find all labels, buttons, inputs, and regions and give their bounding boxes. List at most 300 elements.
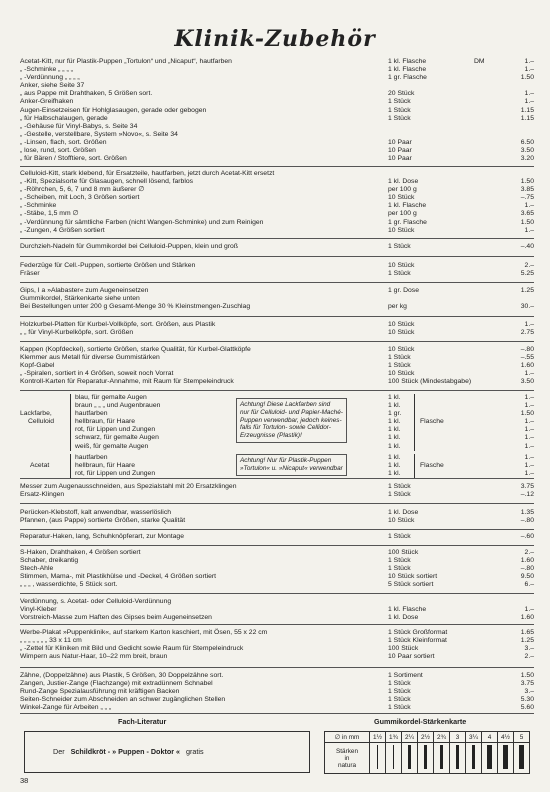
item-description: „ für Bären / Stofftiere, sort. Größen: [20, 155, 127, 163]
note-line: Achtung! Diese Lackfarben sind: [240, 401, 331, 408]
item-description: „ -Gestelle, verstellbare, System »Novo«, s. Seite 34: [20, 130, 178, 138]
item-price: 3.50: [520, 147, 534, 155]
item-description: Holzkurbel-Platten für Kurbel-Vollköpfe, sort. Größen, aus Plastik: [20, 321, 216, 328]
price-row: [20, 139, 534, 147]
gum-size: 5: [514, 732, 530, 743]
lack-item: hellbraun, für Haare: [75, 418, 136, 426]
item-unit: 100 Stück: [388, 549, 419, 556]
item-description: Gummikordel, Stärkenkarte siehe unten: [20, 295, 140, 303]
item-description: Anker-Greifhaken: [20, 98, 74, 106]
price-row: [20, 227, 534, 235]
item-price: 1.60: [520, 362, 534, 370]
price-row: [20, 704, 534, 712]
lack-unit: 1 kl.: [388, 454, 401, 461]
item-price: 2.–: [524, 549, 534, 556]
price-row: [20, 58, 534, 66]
item-price: 3.20: [520, 155, 534, 163]
divider: [20, 478, 534, 479]
item-unit: 1 Stück: [388, 704, 411, 712]
item-description: Verdünnung, s. Acetat- oder Celluloid-Verdünnung: [20, 598, 172, 605]
item-description: Stech-Ahle: [20, 565, 54, 573]
section-gips: [20, 287, 534, 311]
price-row: [20, 629, 534, 637]
item-description: „ aus Pappe mit Drahthaken, 5 Größen sort.: [20, 90, 153, 98]
item-description: „ „ „ , wasserdichte, 5 Stück sort.: [20, 581, 118, 589]
price-row: [20, 262, 534, 270]
acetat-units: [388, 454, 400, 478]
item-unit: 1 Stück: [388, 688, 411, 696]
gum-sample-bar: [408, 745, 410, 769]
lack-item: schwarz, für gemalte Augen: [75, 434, 159, 442]
item-price: 30.–: [520, 303, 534, 311]
item-price: 3.75: [520, 483, 534, 490]
item-price: 2.–: [524, 262, 534, 269]
item-unit: 10 Stück: [388, 226, 415, 234]
item-description: Perücken-Klebstoff, kalt anwendbar, wasserlöslich: [20, 509, 171, 516]
item-unit: 1 kl. Dose: [388, 178, 419, 186]
lack-unit: 1 kl.: [388, 426, 401, 434]
lack-price: 1.–: [524, 394, 534, 401]
item-unit: 1 Stück Großformat: [388, 629, 448, 636]
currency-label: DM: [474, 58, 485, 65]
item-description: Vinyl-Kleber: [20, 606, 57, 614]
lack-unit: 1 kl.: [388, 394, 401, 401]
item-unit: 1 Stück: [388, 696, 411, 704]
price-row: [20, 354, 534, 362]
lack-item: braun „ „ „ und Augenbrauen: [75, 402, 161, 410]
lack-price: 1.–: [524, 434, 534, 442]
price-row: [20, 270, 534, 278]
item-unit: per 100 g: [388, 210, 417, 218]
section-reparatur: [20, 533, 534, 541]
item-unit: 1 Stück: [388, 114, 411, 122]
price-row: [20, 202, 534, 210]
fach-literatur-heading: Fach-Literatur: [118, 717, 167, 726]
section-werbe: [20, 629, 534, 661]
item-unit: 1 Stück: [388, 557, 411, 565]
price-row: [20, 557, 534, 565]
gummikordel-heading: Gummikordel-Stärkenkarte: [374, 717, 467, 726]
lack-unit: 1 kl.: [388, 434, 401, 442]
item-description: Reparatur-Haken, lang, Schuhknöpferart, zur Montage: [20, 533, 184, 540]
item-price: 1.–: [524, 90, 534, 98]
item-unit: 10 Paar: [388, 147, 412, 155]
lack-item: blau, für gemalte Augen: [75, 394, 147, 401]
price-row: [20, 131, 534, 139]
item-description: Federzüge für Cell.-Puppen, sortierte Größen und Stärken: [20, 262, 196, 269]
price-row: [20, 549, 534, 557]
item-description: Celluloid-Kitt, stark klebend, für Ersatzteile, hautfarben, jetzt durch Acetat-Kitt ersetzt: [20, 170, 275, 177]
section-s-haken: [20, 549, 534, 589]
item-description: „ -Spiralen, sortiert in 4 Größen, soweit noch Vorrat: [20, 370, 174, 378]
item-price: 1.–: [524, 226, 534, 234]
price-row: [20, 637, 534, 645]
item-price: 1.60: [520, 557, 534, 565]
price-row: [20, 483, 534, 491]
item-unit: 1 Stück: [388, 533, 411, 540]
price-row: [20, 98, 534, 106]
lack-unit: 1 kl.: [388, 442, 401, 450]
divider: [20, 166, 534, 167]
lack-item: rot, für Lippen und Zungen: [75, 426, 156, 434]
section-celluloid: [20, 170, 534, 235]
price-row: [20, 614, 534, 622]
item-unit: 10 Stück: [388, 194, 415, 202]
price-row: [20, 517, 534, 525]
price-row: [20, 370, 534, 378]
item-description: „ -Schminke „ „ „ „: [20, 66, 73, 74]
lack-unit: 1 kl.: [388, 402, 401, 410]
item-unit: 10 Paar sortiert: [388, 653, 435, 661]
item-price: –.55: [520, 354, 534, 362]
lackfarbe-units: [388, 394, 401, 451]
item-price: 5.60: [520, 704, 534, 712]
price-row: [20, 362, 534, 370]
divider: [20, 503, 534, 504]
gum-sample-bar: [519, 745, 525, 769]
price-row: [20, 565, 534, 573]
price-row: [20, 696, 534, 704]
item-description: „ -Gehäuse für Vinyl-Babys, s. Seite 34: [20, 122, 138, 130]
price-row: [20, 533, 534, 541]
divider: [20, 529, 534, 530]
item-price: 1.50: [520, 672, 534, 679]
item-price: 3.–: [524, 688, 534, 696]
item-description: „ „ „ „ „ „ „ 33 x 11 cm: [20, 637, 82, 645]
item-unit: 20 Stück: [388, 90, 415, 98]
section-acetat: [20, 58, 534, 163]
note-line: Achtung! Nur für Plastik-Puppen: [240, 457, 332, 464]
item-unit: 1 kl. Dose: [388, 509, 419, 516]
item-price: –.60: [520, 533, 534, 540]
price-row: [20, 170, 534, 178]
price-row: [20, 219, 534, 227]
lack-price: 1.–: [524, 454, 534, 461]
gum-size: 4: [482, 732, 498, 743]
section-federzuege: [20, 262, 534, 278]
price-row: [20, 346, 534, 354]
gum-sample-cell: [482, 743, 498, 774]
gum-size: 1½: [370, 732, 386, 743]
gum-size: 1¾: [386, 732, 402, 743]
item-description: Acetat-Kitt, nur für Plastik-Puppen „Tortulon“ und „Nicaput“, hautfarben: [20, 58, 232, 65]
item-price: –.80: [520, 346, 534, 353]
item-unit: 1 Stück: [388, 106, 411, 114]
price-row: [20, 509, 534, 517]
price-row: [20, 329, 534, 337]
item-description: Gips, I a »Alabaster« zum Augeneinsetzen: [20, 287, 149, 294]
lack-price: 1.–: [524, 418, 534, 426]
note-line: Erzeugnisse (Plastik)!: [240, 432, 302, 440]
item-price: 1.60: [520, 614, 534, 622]
brace: [70, 454, 71, 478]
lackfarbe-items: [75, 394, 160, 451]
price-row: [20, 82, 534, 90]
note-acetat: [236, 454, 347, 476]
item-unit: 1 Sortiment: [388, 672, 423, 679]
gum-natura-label: Stärken in natura: [325, 743, 370, 774]
price-row: [20, 178, 534, 186]
item-unit: 10 Stück: [388, 517, 415, 525]
item-unit: 1 kl. Flasche: [388, 202, 427, 210]
lit-title: Schildkröt - » Puppen - Doktor «: [70, 747, 181, 756]
item-description: Schaber, dreikantig: [20, 557, 79, 565]
price-row: [20, 107, 534, 115]
price-row: [20, 147, 534, 155]
item-unit: per kg: [388, 303, 407, 311]
item-price: 1.50: [520, 74, 534, 82]
lack-item: hellbraun, für Haare: [75, 462, 136, 470]
item-price: 3.85: [520, 186, 534, 194]
divider: [20, 593, 534, 594]
item-unit: 10 Stück: [388, 329, 415, 337]
lack-item: rot, für Lippen und Zungen: [75, 470, 156, 478]
item-description: Werbe-Plakat »Puppenklinik«, auf starkem Karton kaschiert, mit Ösen, 55 x 22 cm: [20, 629, 268, 636]
item-unit: 1 Stück: [388, 680, 411, 688]
section-holzkurbel: [20, 321, 534, 337]
divider: [20, 624, 534, 625]
lackfarbe-label: Lackfarbe,: [20, 410, 52, 417]
price-row: [20, 115, 534, 123]
item-description: Stimmen, Mama-, mit Plastikhülse und -Deckel, 4 Größen sortiert: [20, 573, 217, 581]
item-price: 3.75: [520, 680, 534, 688]
item-price: 1.50: [520, 178, 534, 186]
gum-size: 2¼: [402, 732, 418, 743]
price-row: [20, 606, 534, 614]
item-price: 9.50: [520, 573, 534, 581]
item-price: 1.25: [520, 287, 534, 294]
section-messer: [20, 483, 534, 499]
item-description: „ -Scheiben, mit Loch, 3 Größen sortiert: [20, 194, 140, 202]
item-description: Zangen, Justier-Zange (Flachzange) mit extradünnem Schnabel: [20, 680, 213, 688]
item-unit: 1 kl. Dose: [388, 614, 419, 622]
note-line: nur für Celluloid- und Papier-Maché-: [240, 408, 343, 416]
item-price: –.80: [520, 517, 534, 525]
item-description: Zähne, (Doppelzähne) aus Plastik, 5 Größen, 30 Doppelzähne sort.: [20, 672, 224, 679]
divider: [20, 390, 534, 391]
price-row: [20, 155, 534, 163]
note-celluloid: [236, 398, 347, 443]
gum-sample-cell: [370, 743, 386, 774]
item-unit: 10 Stück sortiert: [388, 573, 438, 581]
price-row: [20, 680, 534, 688]
lack-unit: 1 gr.: [388, 410, 402, 418]
brace: [414, 454, 415, 478]
acetat-prices: [525, 454, 534, 478]
page-title: Klinik-Zubehör: [174, 26, 376, 52]
item-description: Anker, siehe Seite 37: [20, 82, 85, 90]
item-price: 1.–: [524, 58, 534, 65]
price-row: [20, 491, 534, 499]
item-unit: 1 gr. Flasche: [388, 218, 427, 226]
gum-size: 3: [450, 732, 466, 743]
item-description: Vorstreich-Masse zum Haften des Gipses beim Augeneinsetzen: [20, 614, 212, 622]
note-line: falls für Tortulon- sowie Cellidor-: [240, 424, 331, 432]
item-unit: 1 kl. Flasche: [388, 58, 427, 65]
item-unit: 1 Stück: [388, 565, 411, 573]
item-description: Klemmer aus Metall für diverse Gummistärken: [20, 354, 160, 362]
lack-unit: 1 kl.: [388, 418, 401, 426]
price-row: [20, 653, 534, 661]
divider: [20, 713, 534, 714]
price-row: [20, 645, 534, 653]
item-price: 3.50: [520, 378, 534, 386]
section-durchzieh: [20, 243, 534, 251]
item-unit: 5 Stück sortiert: [388, 581, 434, 589]
price-row: [20, 581, 534, 589]
price-row: [20, 186, 534, 194]
gum-sample-cell: [514, 743, 530, 774]
flasche-label: Flasche: [420, 418, 444, 425]
divider: [20, 341, 534, 342]
item-price: 1.25: [520, 637, 534, 645]
gum-sample-bar: [377, 745, 379, 769]
item-price: –.75: [520, 194, 534, 202]
note-line: Puppen verwendbar, jedoch keines-: [240, 416, 342, 424]
lack-price: 1.–: [524, 426, 534, 434]
item-description: Pfannen, (aus Pappe) sortierte Größen, starke Qualität: [20, 517, 186, 525]
item-price: 1.–: [524, 98, 534, 106]
price-row: [20, 295, 534, 303]
item-price: 1.35: [520, 509, 534, 516]
item-description: S-Haken, Drahthaken, 4 Größen sortiert: [20, 549, 141, 556]
item-unit: 1 Stück: [388, 243, 411, 250]
item-description: Winkel-Zange für Arbeiten „ „ „: [20, 704, 112, 712]
gum-sample-bar: [424, 745, 427, 769]
gum-sample-bar: [487, 745, 491, 769]
item-description: Durchzieh-Nadeln für Gummikordel bei Celluloid-Puppen, klein und groß: [20, 243, 238, 250]
price-row: [20, 672, 534, 680]
item-description: „ -Verdünnung für sämtliche Farben (nicht Wangen-Schminke) und zum Reinigen: [20, 218, 264, 226]
gummikordel-table: [324, 731, 530, 774]
price-row: [20, 210, 534, 218]
item-unit: 1 Stück: [388, 483, 411, 490]
item-unit: 10 Stück: [388, 370, 415, 378]
lit-prefix: Der: [53, 747, 65, 756]
item-price: 1.65: [520, 629, 534, 636]
price-row: [20, 573, 534, 581]
gum-sample-bar: [456, 745, 459, 769]
item-price: 1.15: [520, 106, 534, 114]
divider: [20, 667, 534, 668]
item-description: Rund-Zange Spezialausführung mit kräftigen Backen: [20, 688, 180, 696]
gum-sample-bar: [472, 745, 476, 769]
item-price: 1.–: [524, 321, 534, 328]
acetat-label: Acetat: [30, 462, 50, 469]
lack-price: 1.–: [524, 402, 534, 410]
item-description: „ -Kitt, Spezialsorte für Glasaugen, schnell lösend, farblos: [20, 178, 194, 186]
item-price: 3.65: [520, 210, 534, 218]
item-price: –.80: [520, 565, 534, 573]
item-description: „ -Zettel für Kliniken mit Bild und Gedicht sowie Raum für Stempeleindruck: [20, 645, 244, 653]
section-verduennung: [20, 598, 534, 622]
item-price: 2.75: [520, 329, 534, 337]
item-unit: 100 Stück: [388, 645, 419, 653]
price-row: [20, 688, 534, 696]
item-price: 2.–: [524, 653, 534, 661]
item-price: 5.25: [520, 270, 534, 278]
gum-size-label: ∅ in mm: [325, 732, 370, 743]
lack-price: 1.–: [524, 462, 534, 470]
item-unit: 1 gr. Dose: [388, 287, 419, 294]
price-row: [20, 303, 534, 311]
acetat-items: [75, 454, 155, 478]
lack-price: 1.–: [524, 442, 534, 450]
item-description: Fräser: [20, 270, 40, 278]
item-price: –.12: [520, 491, 534, 499]
lack-item: hautfarben: [75, 454, 108, 461]
gum-sample-cell: [386, 743, 402, 774]
item-unit: 1 gr. Flasche: [388, 74, 427, 82]
gum-sample-cell: [402, 743, 418, 774]
brace: [414, 394, 415, 451]
item-unit: 1 Stück: [388, 98, 411, 106]
item-description: „ -Schminke: [20, 202, 57, 210]
gum-sample-cell: [450, 743, 466, 774]
lackfarbe-label-celluloid: Celluloid: [28, 418, 55, 425]
item-unit: 1 kl. Flasche: [388, 66, 427, 74]
item-description: Seiten-Schneider zum Abschneiden an schwer zugänglichen Stellen: [20, 696, 226, 704]
item-unit: 10 Stück: [388, 321, 415, 328]
divider: [20, 282, 534, 283]
item-description: Bei Bestellungen unter 200 g Gesamt-Menge 30 % Kleinstmengen-Zuschlag: [20, 303, 251, 311]
item-unit: 1 Stück: [388, 270, 411, 278]
item-price: –.40: [520, 243, 534, 250]
section-zaehne: [20, 672, 534, 712]
lack-unit: 1 kl.: [388, 462, 401, 470]
item-unit: 10 Stück: [388, 262, 415, 269]
gum-sample-cell: [418, 743, 434, 774]
item-description: Messer zum Augenausschneiden, aus Spezialstahl mit 20 Ersatzklingen: [20, 483, 237, 490]
item-unit: 1 Stück: [388, 354, 411, 362]
item-price: 1.50: [520, 218, 534, 226]
divider: [20, 545, 534, 546]
lit-suffix: gratis: [186, 747, 204, 756]
price-row: [20, 378, 534, 386]
item-unit: 10 Paar: [388, 155, 412, 163]
page-number: 38: [20, 776, 29, 785]
item-price: 1.–: [524, 606, 534, 614]
item-price: 1.–: [524, 66, 534, 74]
item-description: „ -Röhrchen, 5, 6, 7 und 8 mm äußerer ∅: [20, 186, 145, 194]
gum-size: 2½: [418, 732, 434, 743]
divider: [20, 238, 534, 239]
item-description: Kappen (Kopfdeckel), sortierte Größen, starke Qualität, für Kurbel-Glattköpfe: [20, 346, 251, 353]
lack-item: weiß, für gemalte Augen: [75, 442, 149, 450]
price-row: [20, 243, 534, 251]
price-row: [20, 90, 534, 98]
divider: [20, 316, 534, 317]
item-unit: 1 Stück: [388, 491, 411, 499]
item-description: Kontroll-Karten für Reparatur-Annahme, mit Raum für Stempeleindruck: [20, 378, 234, 386]
gum-size: 2¾: [434, 732, 450, 743]
item-description: „ -Stäbe, 1,5 mm ∅: [20, 210, 79, 218]
item-price: 5.30: [520, 696, 534, 704]
price-row: [20, 321, 534, 329]
gum-sample-cell: [498, 743, 514, 774]
item-unit: 10 Paar: [388, 138, 412, 146]
item-description: Ersatz-Klingen: [20, 491, 65, 499]
gum-sample-bar: [503, 745, 508, 769]
divider: [20, 256, 534, 257]
price-row: [20, 598, 534, 606]
gum-size: 3¼: [466, 732, 482, 743]
item-description: Augen-Einsetzeisen für Hohlglasaugen, gerade oder gebogen: [20, 106, 207, 114]
item-unit: 1 Stück Kleinformat: [388, 637, 447, 645]
item-description: „ lose, rund, sort. Größen: [20, 147, 96, 155]
item-price: 3.–: [524, 645, 534, 653]
brace: [70, 394, 71, 451]
